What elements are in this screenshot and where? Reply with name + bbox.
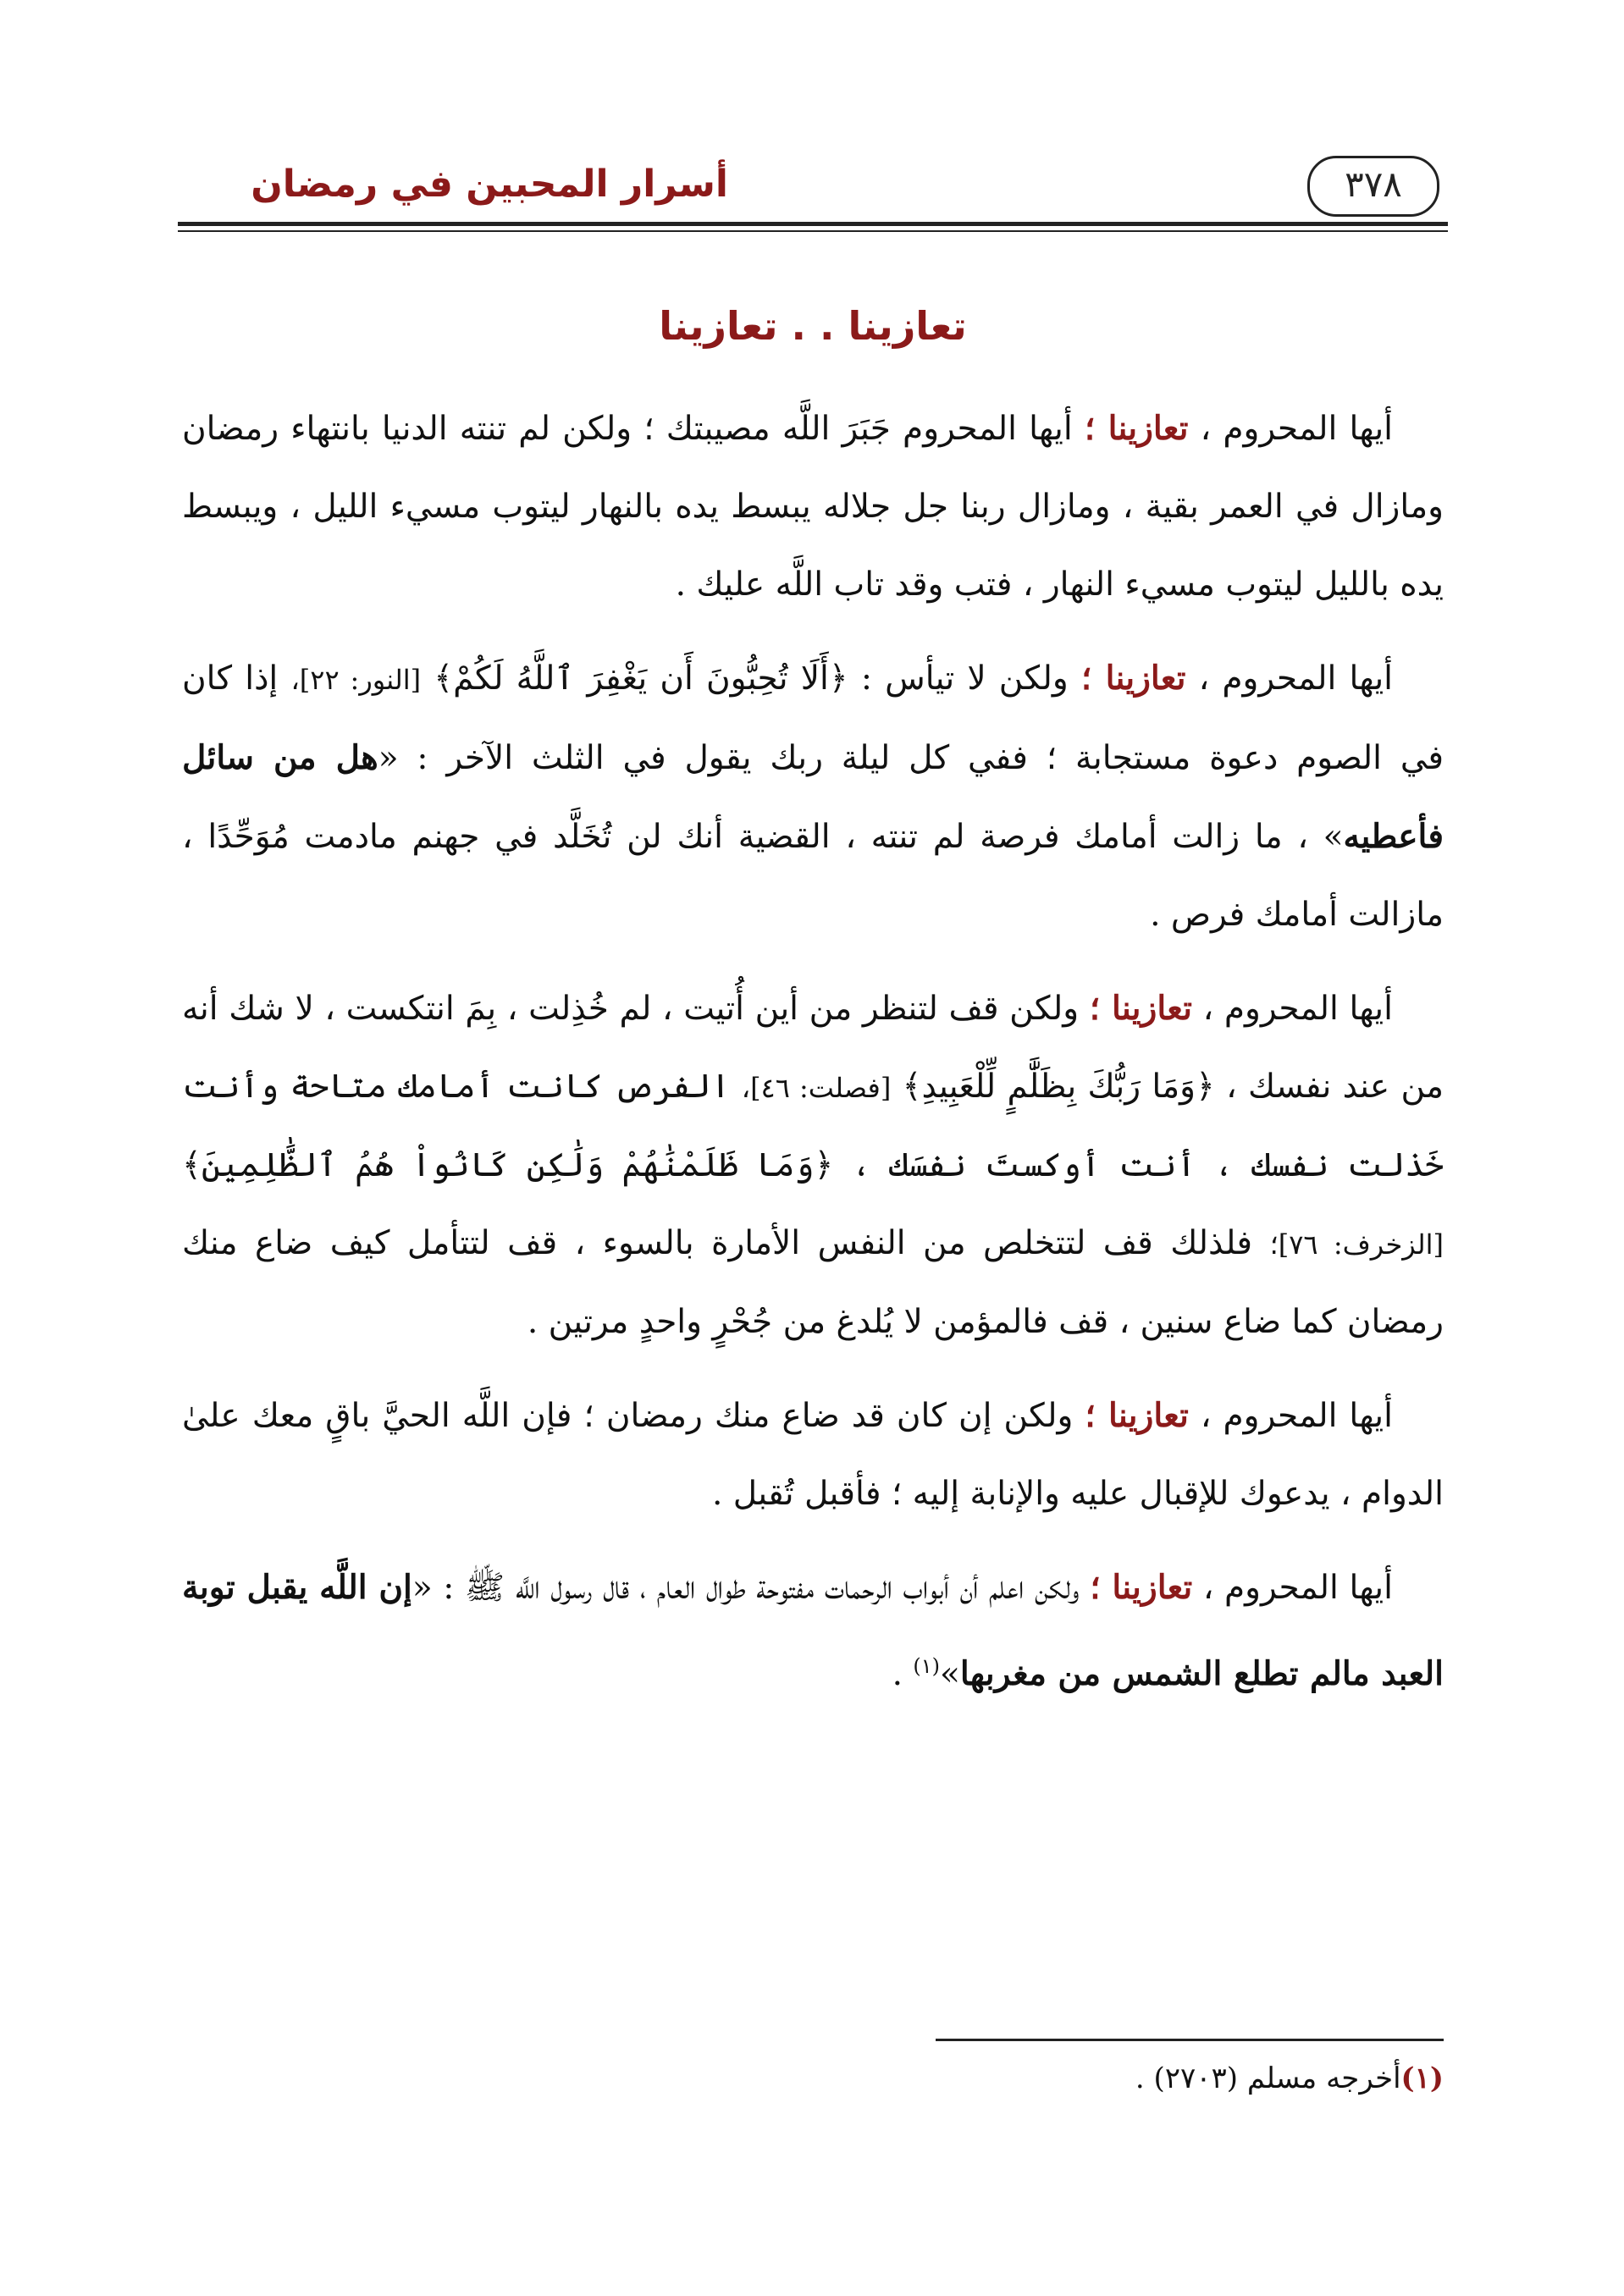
header-rule-thick bbox=[178, 222, 1448, 226]
paragraph-2 bbox=[182, 639, 1444, 954]
paragraph-4 bbox=[182, 1377, 1444, 1533]
header-rule-thin bbox=[178, 230, 1448, 232]
footnote-reference: (١) bbox=[913, 1654, 941, 1678]
verse-reference: [فصلت: ٤٦]، bbox=[741, 1072, 892, 1104]
paragraph-end: . bbox=[892, 1655, 903, 1693]
paragraph-text: إذا كان في الصوم دعوة مستجابة ؛ ففي كل ليلة ربك يقول في الثلث الآخر : « bbox=[182, 660, 1444, 777]
paragraph-1 bbox=[182, 389, 1444, 624]
keyword: تعازينا ؛ bbox=[1085, 1396, 1189, 1435]
paragraph-text: » ، ما زالت أمامك فرصة لم تنته ، القضية أنك لن تُخَلَّد في جهنم مادمت مُوَحِّدًا ، مازالت أمامك فرص . bbox=[182, 818, 1444, 934]
address: أيها المحروم ، bbox=[1198, 660, 1394, 698]
address: أيها المحروم ، bbox=[1200, 1397, 1393, 1435]
address: أيها المحروم ، bbox=[1202, 990, 1394, 1028]
paragraph-text: أيها المحروم جَبَرَ اللَّه مصيبتك ؛ ولكن لم تنته الدنيا بانتهاء رمضان ومازال في العمر بقية ، ومازال ربنا جل جلاله يبسط يده بالنهار ليتوب مسيء الليل ، ويبسط يده بالليل ليتوب مسيء النهار ، فتب وقد تاب اللَّه عليك . bbox=[182, 410, 1444, 604]
hadith-quote: هل من سائل فأعطيه bbox=[182, 738, 1444, 856]
quran-verse: ﴿وَمَا رَبُّكَ بِظَلَّٰمٍ لِّلْعَبِيدِ﴾ bbox=[902, 1068, 1215, 1106]
keyword: تعازينا ؛ bbox=[1090, 1568, 1193, 1607]
paragraph-text: فلذلك قف لتتخلص من النفس الأمارة بالسوء ، قف لتتأمل كيف ضاع منك رمضان كما ضاع سنين ، قف فالمؤمن لا يُلدغ من جُحْرٍ واحدٍ مرتين . bbox=[182, 1224, 1444, 1341]
book-title: أسرار المحبين في رمضان bbox=[251, 163, 728, 206]
footnote-rule bbox=[936, 2039, 1444, 2041]
paragraph-text: » bbox=[940, 1655, 960, 1693]
footnote-text: أخرجه مسلم (٢٧٠٣) . bbox=[1135, 2061, 1401, 2095]
keyword: تعازينا ؛ bbox=[1084, 409, 1189, 448]
paragraph-text: ولكن اعلم أن أبواب الرحمات مفتوحة طوال العام ، قال رسول اللَّه ﷺ : « bbox=[412, 1569, 1080, 1607]
paragraph-text: ولكن إن كان قد ضاع منك رمضان ؛ فإن اللَّه الحيَّ باقٍ معك علىٰ الدوام ، يدعوك للإقبال عليه والإنابة إليه ؛ فأقبل تُقبل . bbox=[182, 1397, 1444, 1513]
body-text bbox=[182, 389, 1444, 1729]
quran-verse: ﴿وَمَا ظَلَمْنَٰهُمْ وَلَٰكِن كَانُواْ هُمُ ٱلظَّٰلِمِينَ﴾ bbox=[182, 1146, 834, 1184]
paragraph-text: الفرص كانت أمامك متاحة وأنت خَذلت نفسك ، أنت أوكستَ نفسَك ، bbox=[182, 1068, 1444, 1184]
address: أيها المحروم ، bbox=[1200, 410, 1394, 448]
paragraph-text: ولكن لا تيأس : bbox=[860, 660, 1069, 698]
quran-verse: ﴿أَلَا تُحِبُّونَ أَن يَغْفِرَ ٱللَّهُ لَكُمْ﴾ bbox=[434, 660, 848, 698]
verse-reference: [الزخرف: ٧٦]؛ bbox=[1269, 1228, 1444, 1261]
footnote-mark: (١) bbox=[1400, 2061, 1444, 2095]
footnote bbox=[182, 2049, 1444, 2108]
keyword: تعازينا ؛ bbox=[1089, 989, 1192, 1028]
paragraph-5 bbox=[182, 1548, 1444, 1714]
paragraph-3 bbox=[182, 969, 1444, 1361]
page-number: ٣٧٨ bbox=[1307, 156, 1439, 217]
paragraph-text: ولكن قف لتنظر من أين أُتيت ، لم خُذِلت ، بِمَ انتكست ، لا شك أنه من عند نفسك ، bbox=[182, 990, 1444, 1106]
hadith-quote: إن اللَّه يقبل توبة العبد مالم تطلع الشمس من مغربها bbox=[182, 1568, 1444, 1693]
keyword: تعازينا ؛ bbox=[1080, 659, 1186, 698]
section-title: تعازينا . . تعازينا bbox=[659, 303, 967, 349]
address: أيها المحروم ، bbox=[1202, 1569, 1393, 1607]
verse-reference: [النور: ٢٢]، bbox=[290, 664, 422, 696]
